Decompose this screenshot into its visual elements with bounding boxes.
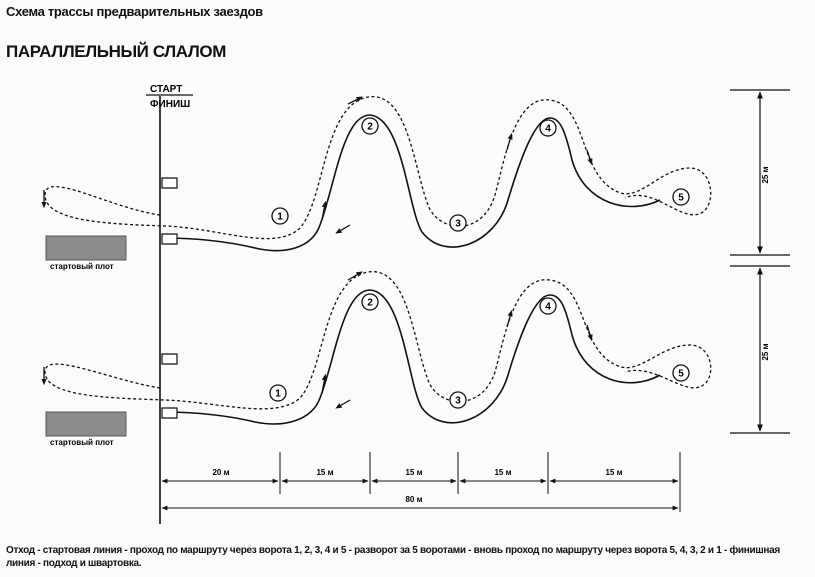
lower-arrow-2 xyxy=(348,273,360,280)
upper-arrow-3 xyxy=(507,136,511,150)
svg-text:4: 4 xyxy=(545,301,551,313)
svg-text:3: 3 xyxy=(455,218,461,230)
segment-label-2: 15 м xyxy=(316,468,334,477)
lower-gate-4 xyxy=(540,298,556,314)
upper-gate-4 xyxy=(540,120,556,136)
upper-arrow-5 xyxy=(338,225,350,232)
lower-flag-top xyxy=(162,354,177,364)
lower-lane-height-label: 25 м xyxy=(761,343,770,361)
upper-lane xyxy=(44,97,711,271)
lower-arrow-3 xyxy=(507,313,511,327)
lower-gate-2 xyxy=(362,294,378,310)
lane-dimensions xyxy=(730,90,790,433)
lower-gate-5 xyxy=(673,365,689,381)
lower-return-route xyxy=(162,290,660,424)
total-length-label: 80 м xyxy=(405,495,423,504)
svg-text:2: 2 xyxy=(367,121,373,133)
lower-starting-raft xyxy=(46,412,126,436)
segment-label-1: 20 м xyxy=(212,468,230,477)
start-label: СТАРТ xyxy=(150,84,183,95)
segment-label-3: 15 м xyxy=(405,468,423,477)
svg-text:4: 4 xyxy=(545,123,551,135)
lower-gate-1 xyxy=(270,385,286,401)
upper-starting-raft xyxy=(46,236,126,260)
page-header: Схема трассы предварительных заездов xyxy=(6,4,263,19)
upper-gate-3 xyxy=(450,215,466,231)
lower-arrow-5 xyxy=(338,400,350,407)
upper-gate-5 xyxy=(673,189,689,205)
svg-text:5: 5 xyxy=(678,368,684,380)
course-dimensions xyxy=(162,452,680,512)
upper-arrow-4 xyxy=(587,150,591,162)
upper-raft-label: стартовый плот xyxy=(50,262,114,271)
footer-description: Отход - стартовая линия - проход по маршруту через ворота 1, 2, 3, 4 и 5 - разворот за 5 воротами - вновь проход по маршруту через ворота 5, 4, 3, 2 и 1 - финишная линия - подход и швартовка. xyxy=(6,545,780,569)
upper-return-route xyxy=(162,115,660,251)
finish-label: ФИНИШ xyxy=(150,99,191,110)
lower-raft-label: стартовый плот xyxy=(50,438,114,447)
upper-lane-height-label: 25 м xyxy=(761,166,770,184)
svg-text:1: 1 xyxy=(275,388,281,400)
svg-text:3: 3 xyxy=(455,395,461,407)
diagram-title: ПАРАЛЛЕЛЬНЫЙ СЛАЛОМ xyxy=(6,42,227,61)
svg-text:5: 5 xyxy=(678,192,684,204)
upper-flag-bottom xyxy=(162,234,177,244)
segment-label-4: 15 м xyxy=(494,468,512,477)
upper-flag-top xyxy=(162,178,177,188)
svg-text:1: 1 xyxy=(277,211,283,223)
lower-arrow-4 xyxy=(587,325,591,338)
lower-gate-3 xyxy=(450,392,466,408)
lower-lane xyxy=(44,272,711,447)
lower-flag-bottom xyxy=(162,408,177,418)
upper-gate-2 xyxy=(362,118,378,134)
segment-label-5: 15 м xyxy=(605,468,623,477)
upper-gate-1 xyxy=(272,208,288,224)
svg-text:2: 2 xyxy=(367,297,373,309)
